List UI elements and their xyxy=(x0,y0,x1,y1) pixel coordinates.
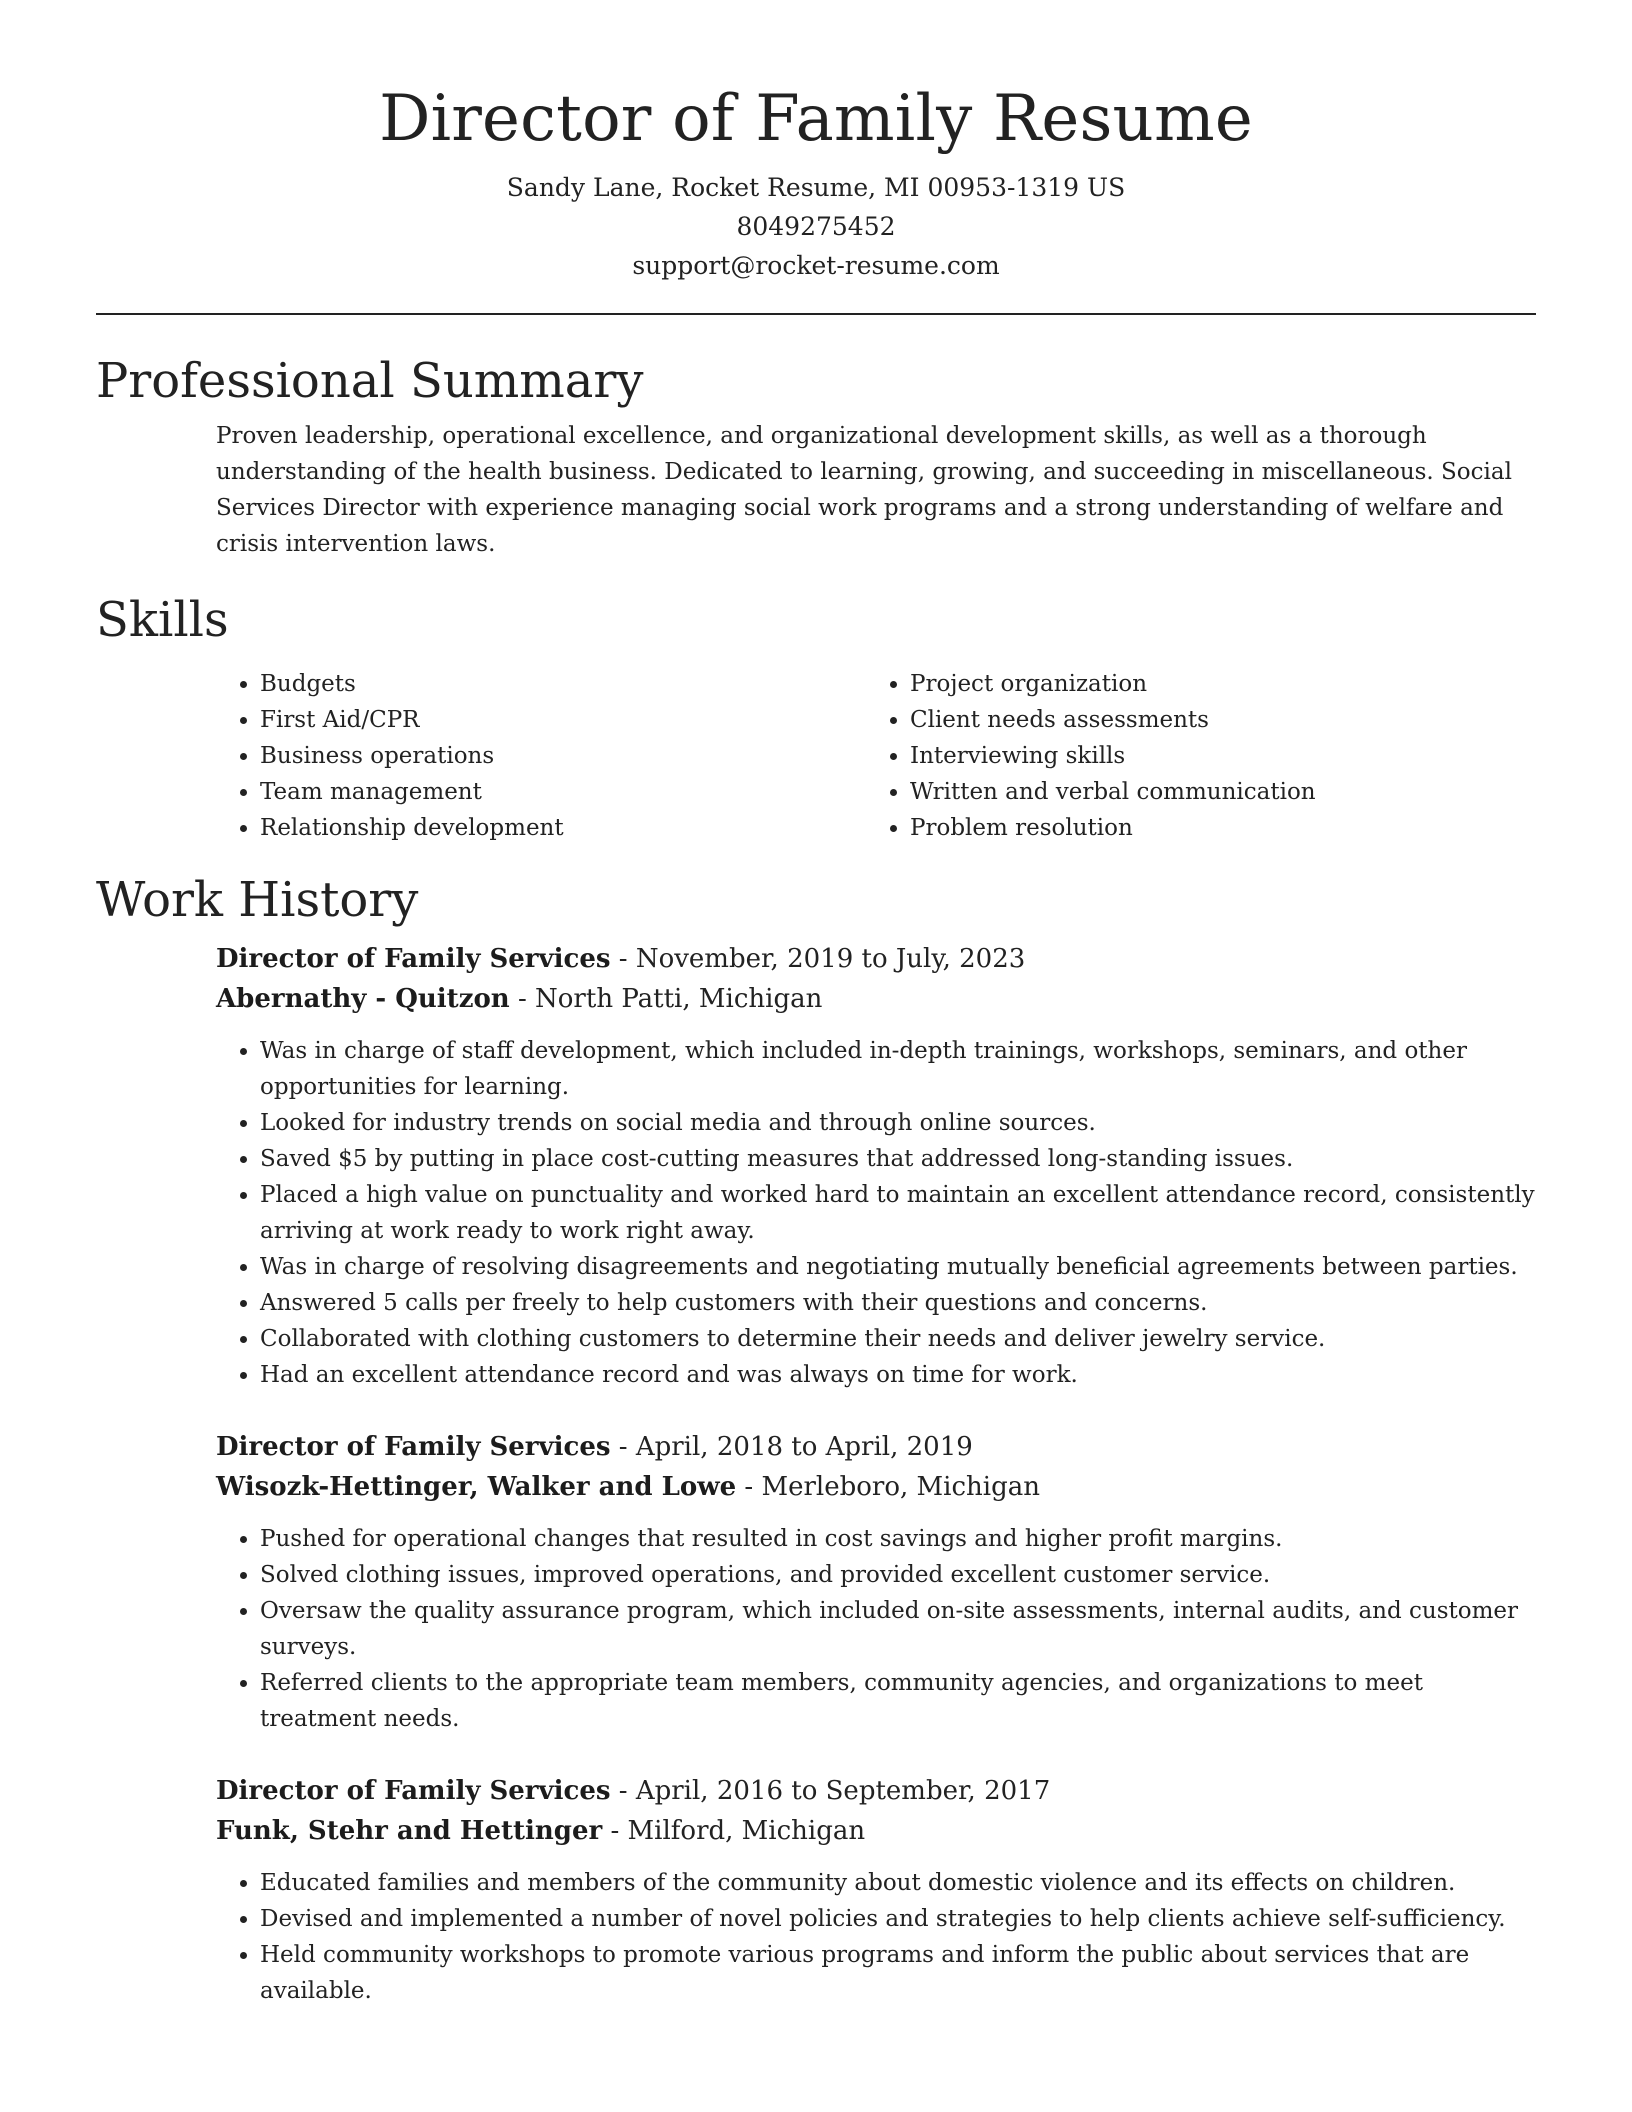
job-title: Director of Family Services xyxy=(216,1432,611,1463)
job-entry xyxy=(216,1427,1536,1737)
skills-section xyxy=(96,592,1536,846)
job-bullet: • Was in charge of staff development, which included in-depth trainings, workshops, seminars, and other opportunities for learning. xyxy=(260,1033,1536,1105)
skill-item: • Team management xyxy=(260,774,866,810)
job-location: - Merleboro, Michigan xyxy=(736,1472,1040,1503)
job-title-line xyxy=(216,939,1536,979)
job-bullet: • Collaborated with clothing customers to determine their needs and deliver jewelry service. xyxy=(260,1321,1536,1357)
job-company: Wisozk-Hettinger, Walker and Lowe xyxy=(216,1472,737,1503)
skill-item: • Problem resolution xyxy=(910,810,1516,846)
contact-address: Sandy Lane, Rocket Resume, MI 00953-1319 US xyxy=(506,172,1126,202)
job-title-line xyxy=(216,1427,1536,1467)
job-location: - North Patti, Michigan xyxy=(509,984,823,1015)
job-company-line xyxy=(216,979,1536,1019)
job-title: Director of Family Services xyxy=(216,944,611,975)
job-bullet: • Had an excellent attendance record and was always on time for work. xyxy=(260,1357,1536,1393)
job-company: Funk, Stehr and Hettinger xyxy=(216,1816,603,1847)
job-bullet: • Held community workshops to promote various programs and inform the public about services that are available. xyxy=(260,1937,1536,2009)
job-bullet: • Saved $5 by putting in place cost-cutting measures that addressed long-standing issues. xyxy=(260,1141,1536,1177)
job-bullets xyxy=(216,1033,1536,1393)
summary-heading: Professional Summary xyxy=(96,352,644,409)
resume-title: Director of Family Resume xyxy=(379,82,1253,156)
skills-grid xyxy=(216,666,1536,846)
skills-column-left xyxy=(216,666,866,846)
job-dates: - November, 2019 to July, 2023 xyxy=(610,944,1026,975)
skill-item: • Relationship development xyxy=(260,810,866,846)
job-location: - Milford, Michigan xyxy=(602,1816,866,1847)
job-bullet: • Answered 5 calls per freely to help customers with their questions and concerns. xyxy=(260,1285,1536,1321)
skill-item: • Project organization xyxy=(910,666,1516,702)
skill-item: • Budgets xyxy=(260,666,866,702)
job-bullet: • Was in charge of resolving disagreements and negotiating mutually beneficial agreements between parties. xyxy=(260,1249,1536,1285)
resume-header xyxy=(96,0,1536,285)
job-bullet: • Devised and implemented a number of novel policies and strategies to help clients achieve self-sufficiency. xyxy=(260,1901,1536,1937)
job-bullet: • Oversaw the quality assurance program, which included on-site assessments, internal audits, and customer surveys. xyxy=(260,1593,1536,1665)
job-company-line xyxy=(216,1811,1536,1851)
job-title-line xyxy=(216,1771,1536,1811)
work-history-heading: Work History xyxy=(96,871,419,928)
job-bullet: • Placed a high value on punctuality and worked hard to maintain an excellent attendance record, consistently arriving at work ready to work right away. xyxy=(260,1177,1536,1249)
summary-section xyxy=(96,353,1536,563)
job-title: Director of Family Services xyxy=(216,1776,611,1807)
job-bullet: • Pushed for operational changes that resulted in cost savings and higher profit margins. xyxy=(260,1521,1536,1557)
skill-item: • First Aid/CPR xyxy=(260,702,866,738)
job-bullets xyxy=(216,1521,1536,1737)
job-company-line xyxy=(216,1467,1536,1507)
job-entry xyxy=(216,939,1536,1393)
contact-block xyxy=(96,168,1536,285)
job-entry xyxy=(216,1771,1536,2009)
job-bullet: • Educated families and members of the community about domestic violence and its effects on children. xyxy=(260,1865,1536,1901)
skill-item: • Interviewing skills xyxy=(910,738,1516,774)
skill-item: • Business operations xyxy=(260,738,866,774)
job-dates: - April, 2018 to April, 2019 xyxy=(610,1432,973,1463)
summary-text: Proven leadership, operational excellence, and organizational development skills, as well as a thorough understanding of the health business. Dedicated to learning, growing, and succeeding in miscellaneous. Social Services Director with experience managing social work programs and a strong understanding of welfare and crisis intervention laws. xyxy=(216,423,1512,558)
job-bullet: • Solved clothing issues, improved operations, and provided excellent customer service. xyxy=(260,1557,1536,1593)
job-bullet: • Referred clients to the appropriate team members, community agencies, and organizations to meet treatment needs. xyxy=(260,1665,1536,1737)
skills-heading: Skills xyxy=(96,592,229,649)
contact-phone: 8049275452 xyxy=(736,211,896,241)
job-dates: - April, 2016 to September, 2017 xyxy=(610,1776,1051,1807)
job-bullets xyxy=(216,1865,1536,2009)
job-company: Abernathy - Quitzon xyxy=(216,984,510,1015)
contact-email: support@rocket-resume.com xyxy=(632,250,1000,280)
skill-item: • Client needs assessments xyxy=(910,702,1516,738)
skills-column-right xyxy=(866,666,1516,846)
header-divider xyxy=(96,313,1536,315)
job-bullet: • Looked for industry trends on social media and through online sources. xyxy=(260,1105,1536,1141)
skill-item: • Written and verbal communication xyxy=(910,774,1516,810)
work-history-section xyxy=(96,872,1536,2010)
